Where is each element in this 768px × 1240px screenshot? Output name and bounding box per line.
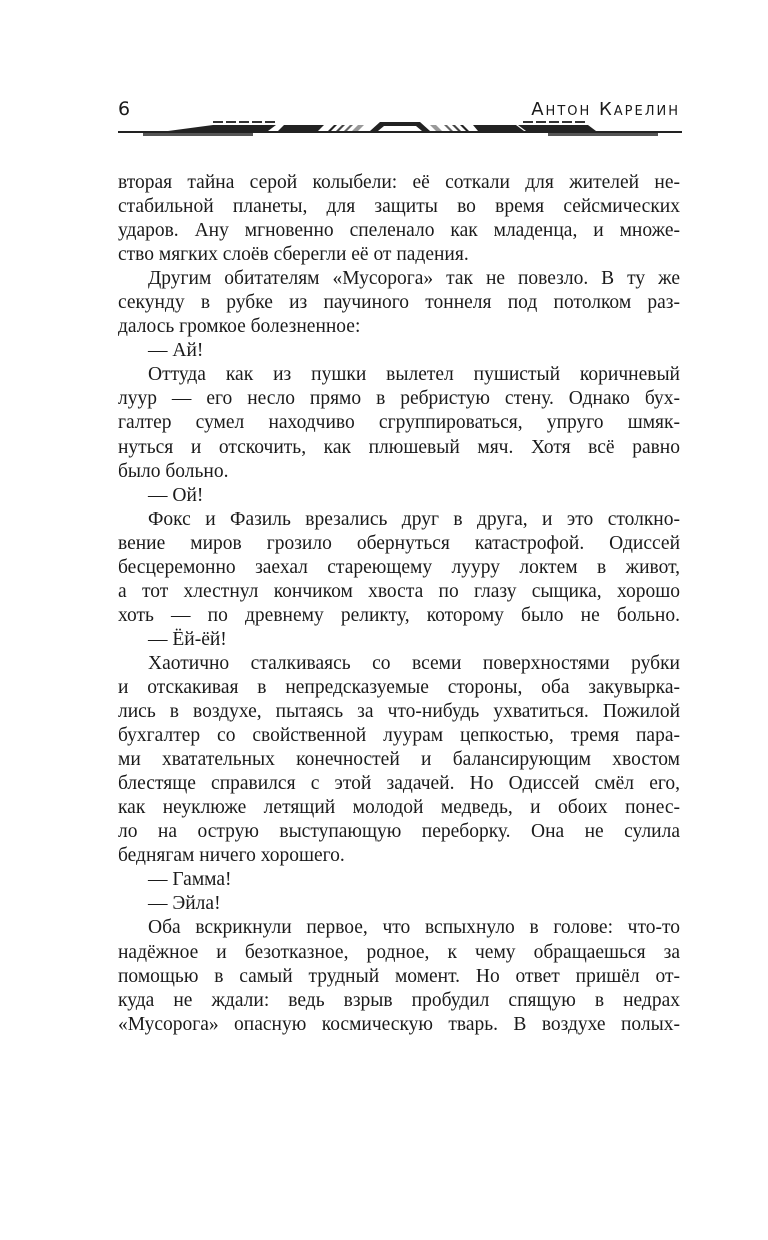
text-line: — Ой! bbox=[148, 484, 204, 506]
text-line: — Ай! bbox=[148, 340, 204, 362]
text-line: и отскакивая в непредсказуемые стороны, оба закувырка- bbox=[118, 676, 680, 698]
text-line: секунду в рубке из паучиного тоннеля под потолком раз- bbox=[118, 292, 680, 314]
text-line: ми хватательных конечностей и балансирующим хвостом bbox=[118, 749, 680, 771]
running-header-author: Антон Карелин bbox=[531, 99, 680, 120]
header-ornament bbox=[118, 120, 682, 140]
text-line: Оба вскрикнули первое, что вспыхнуло в голове: что-то bbox=[148, 917, 680, 939]
text-line: — Гамма! bbox=[148, 869, 232, 891]
text-line: нуться и отскочить, как плюшевый мяч. Хотя всё равно bbox=[118, 436, 680, 458]
text-line: как неуклюже летящий молодой медведь, и обоих понес- bbox=[118, 797, 680, 819]
text-line: ство мягких слоёв сберегли её от падения. bbox=[118, 244, 469, 266]
text-line: помощью в самый трудный момент. Но ответ пришёл от- bbox=[118, 965, 680, 987]
text-line: луур — его несло прямо в ребристую стену. Однако бух- bbox=[118, 388, 680, 410]
text-line: галтер сумел находчиво сгруппироваться, упруго шмяк- bbox=[118, 412, 680, 434]
body-text bbox=[118, 171, 680, 1037]
text-line: ударов. Ану мгновенно спеленало как младенца, и множе- bbox=[118, 220, 680, 242]
text-line: надёжное и безотказное, родное, к чему обращаешься за bbox=[118, 941, 680, 963]
text-line: — Эйла! bbox=[148, 893, 221, 915]
text-line: бесцеремонно заехал стареющему лууру локтем в живот, bbox=[118, 556, 680, 578]
text-line: лись в воздухе, пытаясь за что-нибудь ухватиться. Пожилой bbox=[118, 701, 680, 723]
text-line: вторая тайна серой колыбели: её соткали для жителей не- bbox=[118, 172, 680, 193]
text-line: «Мусорога» опасную космическую тварь. В воздухе полых- bbox=[118, 1013, 680, 1035]
text-line: стабильной планеты, для защиты во время сейсмических bbox=[118, 196, 680, 218]
text-line: Фокс и Фазиль врезались друг в друга, и это столкно- bbox=[148, 508, 680, 530]
text-line: бухгалтер со свойственной луурам цепкостью, тремя пара- bbox=[118, 725, 680, 747]
text-line: вение миров грозило обернуться катастрофой. Одиссей bbox=[118, 532, 680, 554]
text-line: блестяще справился с этой задачей. Но Одиссей смёл его, bbox=[118, 773, 680, 795]
text-line: ло на острую выступающую переборку. Она не сулила bbox=[118, 821, 680, 843]
text-line: беднягам ничего хорошего. bbox=[118, 845, 345, 867]
text-line: хоть — по древнему реликту, которому было не больно. bbox=[118, 604, 680, 626]
text-line: — Ёй-ёй! bbox=[148, 628, 227, 650]
text-line: было больно. bbox=[118, 460, 229, 482]
text-line: далось громкое болезненное: bbox=[118, 316, 361, 338]
text-line: Другим обитателям «Мусорога» так не повезло. В ту же bbox=[148, 268, 680, 290]
page-number: 6 bbox=[118, 98, 131, 120]
text-line: а тот хлестнул кончиком хвоста по глазу сыщика, хорошо bbox=[118, 580, 680, 602]
text-line: Оттуда как из пушки вылетел пушистый коричневый bbox=[148, 364, 680, 386]
text-line: Хаотично сталкиваясь со всеми поверхностями рубки bbox=[148, 652, 680, 674]
text-line: куда не ждали: ведь взрыв пробудил спящую в недрах bbox=[118, 989, 680, 1011]
